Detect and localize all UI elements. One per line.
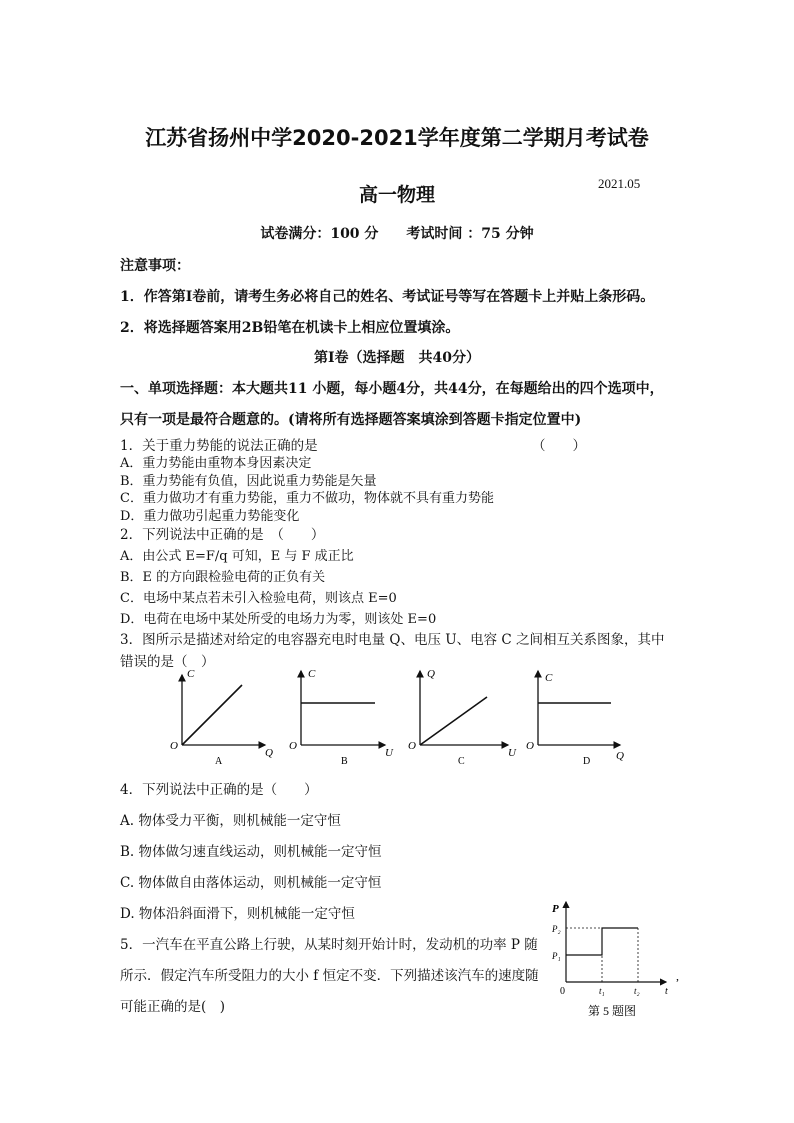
q5-p2-label: P₂ [552,924,561,934]
graph-b-x-label: U [385,747,393,759]
exam-title: 江苏省扬州中学2020-2021学年度第二学期月考试卷 [145,126,649,150]
graph-c-origin: O [408,740,416,752]
graph-b-label: B [341,756,348,767]
question-1-option-b: B．重力势能有负值，因此说重力势能是矢量 [120,474,377,489]
question-3-stem: 3．图所示是描述对给定的电容器充电时电量 Q、电压 U、电容 C 之间相互关系图象，其中 [120,632,665,648]
graph-d-label: D [583,756,591,767]
question-1-option-a: A．重力势能由重物本身因素决定 [120,456,312,471]
q5-t2-label: t₂ [634,986,640,996]
question-1-option-d: D．重力做功引起重力势能变化 [120,509,300,524]
question-4-option-a: A. 物体受力平衡，则机械能一定守恒 [120,813,341,829]
graph-c-line [420,697,487,745]
q5-y-label: P [552,903,559,915]
question-4-option-d: D. 物体沿斜面滑下，则机械能一定守恒 [120,906,355,922]
note-item: 1．作答第Ⅰ卷前，请考生务必将自己的姓名、考试证号等写在答题卡上并贴上条形码。 [120,289,655,305]
question-1-stem: 1．关于重力势能的说法正确的是 [120,438,318,454]
q5-origin: 0 [560,986,565,997]
graph-a-label: A [215,756,223,767]
section-instruction: 只有一项是最符合题意的。(请将所有选择题答案填涂到答题卡指定位置中) [120,412,582,428]
answer-bracket: （ ） [532,438,586,454]
question-2-option-c: C．电场中某点若未引入检验电荷，则该点 E=0 [120,591,397,606]
q5-t1-label: t₁ [599,986,605,996]
q3-graphs [165,665,645,775]
question-5-stem: 可能正确的是( ) [120,999,226,1015]
graph-a [170,668,273,767]
graph-b-y-label: C [308,668,316,680]
score-time-info: 试卷满分：100 分 考试时间 ：75 分钟 [260,226,534,242]
graph-a-origin: O [170,740,178,752]
question-2-option-b: B．E 的方向跟检验电荷的正负有关 [120,570,326,585]
q5-power-graph [548,898,688,1023]
graph-d [526,671,624,767]
q5-caption: 第 5 题图 [588,1004,637,1018]
question-4-option-c: C. 物体做自由落体运动，则机械能一定守恒 [120,875,382,891]
graph-a-x-label: Q [265,747,273,759]
graph-d-x-label: Q [616,750,624,762]
graph-d-origin: O [526,740,534,752]
graph-a-line [182,685,242,745]
graph-c [408,668,517,767]
exam-date: 2021.05 [598,176,641,191]
exam-subject: 高一物理 [358,184,435,206]
question-3-stem: 错误的是（ ） [120,654,215,670]
q5-edge-mark: , [676,969,679,983]
question-5-stem: 所示．假定汽车所受阻力的大小 f 恒定不变．下列描述该汽车的速度随 [120,968,539,984]
question-5-stem: 5．一汽车在平直公路上行驶，从某时刻开始计时，发动机的功率 P 随 [120,937,538,953]
question-2-option-a: A．由公式 E=F/q 可知，E 与 F 成正比 [120,549,354,564]
question-2-option-d: D．电荷在电场中某处所受的电场力为零，则该处 E=0 [120,612,437,627]
section-heading: 第Ⅰ卷（选择题 共40分） [313,350,481,366]
notes-heading: 注意事项： [120,258,190,274]
graph-c-x-label: U [508,747,516,759]
question-2-stem: 2．下列说法中正确的是 （ ） [120,527,325,543]
q5-x-label: t [665,986,668,997]
graph-d-y-label: C [545,672,553,684]
graph-c-label: C [458,756,465,767]
question-1-option-c: C．重力做功才有重力势能，重力不做功，物体就不具有重力势能 [120,491,494,506]
q5-p1-label: P₁ [552,951,561,961]
note-item: 2．将选择题答案用2B铅笔在机读卡上相应位置填涂。 [120,320,460,336]
section-instruction: 一、单项选择题：本大题共11 小题，每小题4分，共44分，在每题给出的四个选项中， [120,381,664,397]
graph-c-y-label: Q [427,668,435,680]
question-4-option-b: B. 物体做匀速直线运动，则机械能一定守恒 [120,844,382,860]
graph-b [289,668,394,767]
graph-b-origin: O [289,740,297,752]
graph-a-y-label: C [187,668,195,680]
question-4-stem: 4．下列说法中正确的是（ ） [120,782,318,798]
